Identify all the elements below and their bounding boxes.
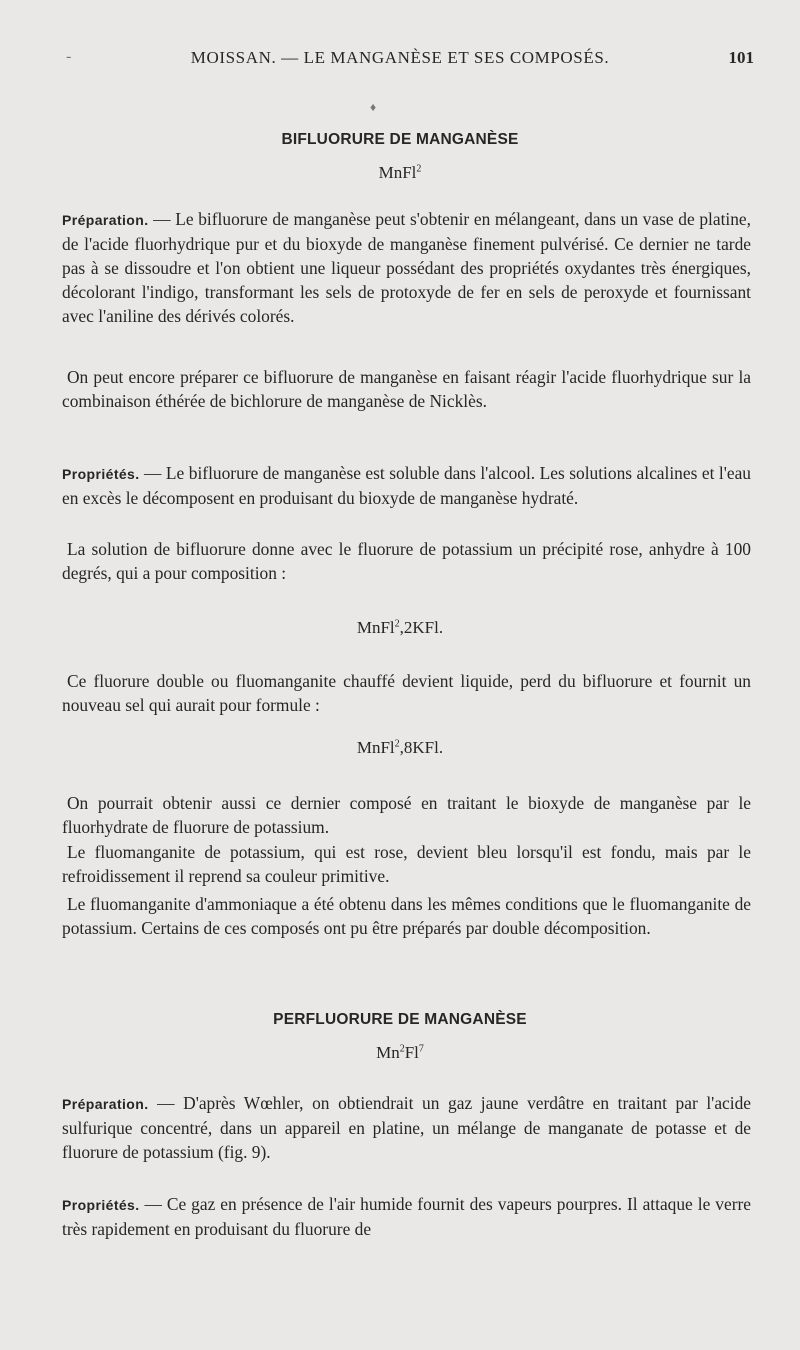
paragraph-proprietes (62, 462, 751, 511)
formula-text: MnFl (356, 738, 395, 757)
formula-mnfl2-2kfl (0, 618, 800, 638)
run-in-heading-proprietes: Propriétés. (62, 466, 140, 482)
formula-sup: 7 (418, 1043, 424, 1055)
formula-text: Mn (376, 1043, 400, 1062)
paragraph-ammoniaque: Le fluomanganite d'ammoniaque a été obtenu dans les mêmes conditions que le fluomanganite de potassium. Certains de ces composés ont pu être préparés par double décomposition. (62, 894, 751, 938)
running-title: MOISSAN. — LE MANGANÈSE ET SES COMPOSÉS. (190, 48, 610, 67)
paragraph-perfluorure-proprietes (62, 1193, 751, 1242)
paragraph-precipite: La solution de bifluorure donne avec le fluorure de potassium un précipité rose, anhydre à 100 degrés, qui a pour composition : (62, 539, 751, 583)
formula-sup: 2 (394, 618, 400, 630)
formula-text: Fl (404, 1043, 419, 1062)
paragraph-preparation-2: On peut encore préparer ce bifluorure de manganèse en faisant réagir l'acide fluorhydrique sur la combinaison éthérée de bichlorure de manganèse de Nicklès. (62, 367, 751, 411)
formula-mnfl2-8kfl (0, 738, 800, 758)
formula-mnfl2 (0, 163, 800, 183)
run-in-heading-preparation: Préparation. (62, 212, 149, 228)
printer-ornament-icon: ♦ (370, 100, 377, 114)
formula-text: MnFl (378, 163, 417, 182)
paragraph-perfluorure-preparation (62, 1092, 751, 1165)
run-in-heading-proprietes-2: Propriétés. (62, 1197, 140, 1213)
formula-sup: 2 (399, 1043, 405, 1055)
section-title-bifluorure: BIFLUORURE DE MANGANÈSE (281, 131, 519, 148)
header-mark: - (66, 48, 72, 65)
formula-mn2fl7 (0, 1043, 800, 1063)
preparation-text: — Le bifluorure de manganèse peut s'obtenir en mélangeant, dans un vase de platine, de l'acide fluorhydrique pur et du bioxyde de manganèse finement pulvérisé. Ce dernier ne tarde pas à se dissoudre et l'on obtient une liqueur possédant des propriétés oxydantes très énergiques, décolorant l'indigo, transformant les sels de protoxyde de fer en sels de peroxyde et fournissant avec l'aniline des dérivés colorés. (62, 209, 751, 326)
formula-text: ,8KFl. (399, 738, 444, 757)
running-header (0, 48, 800, 74)
page-number: 101 (728, 48, 754, 67)
paragraph-couleur: Le fluomanganite de potassium, qui est rose, devient bleu lorsqu'il est fondu, mais par le refroidissement il reprend sa couleur primitive. (62, 842, 751, 886)
run-in-heading-preparation-2: Préparation. (62, 1096, 149, 1112)
formula-sup: 2 (394, 738, 400, 750)
paragraph-fluomanganite: Ce fluorure double ou fluomanganite chauffé devient liquide, perd du bifluorure et fournit un nouveau sel qui aurait pour formule : (62, 671, 751, 715)
proprietes-text: — Le bifluorure de manganèse est soluble dans l'alcool. Les solutions alcalines et l'eau en excès le décomposent en produisant du bioxyde de manganèse hydraté. (62, 463, 751, 508)
paragraph-compose: On pourrait obtenir aussi ce dernier composé en traitant le bioxyde de manganèse par le fluorhydrate de fluorure de potassium. (62, 793, 751, 837)
formula-text: MnFl (356, 618, 395, 637)
formula-text: ,2KFl. (399, 618, 444, 637)
section-title-perfluorure: PERFLUORURE DE MANGANÈSE (273, 1011, 527, 1028)
perfluorure-proprietes-text: — Ce gaz en présence de l'air humide fournit des vapeurs pourpres. Il attaque le verre très rapidement en produisant du fluorure de (62, 1194, 751, 1239)
formula-sup: 2 (416, 163, 422, 175)
paragraph-preparation (62, 208, 751, 329)
perfluorure-preparation-text: — D'après Wœhler, on obtiendrait un gaz jaune verdâtre en traitant par l'acide sulfurique concentré, dans un appareil en platine, un mélange de manganate de potasse et de fluorure de potassium (fig. 9). (62, 1093, 751, 1162)
